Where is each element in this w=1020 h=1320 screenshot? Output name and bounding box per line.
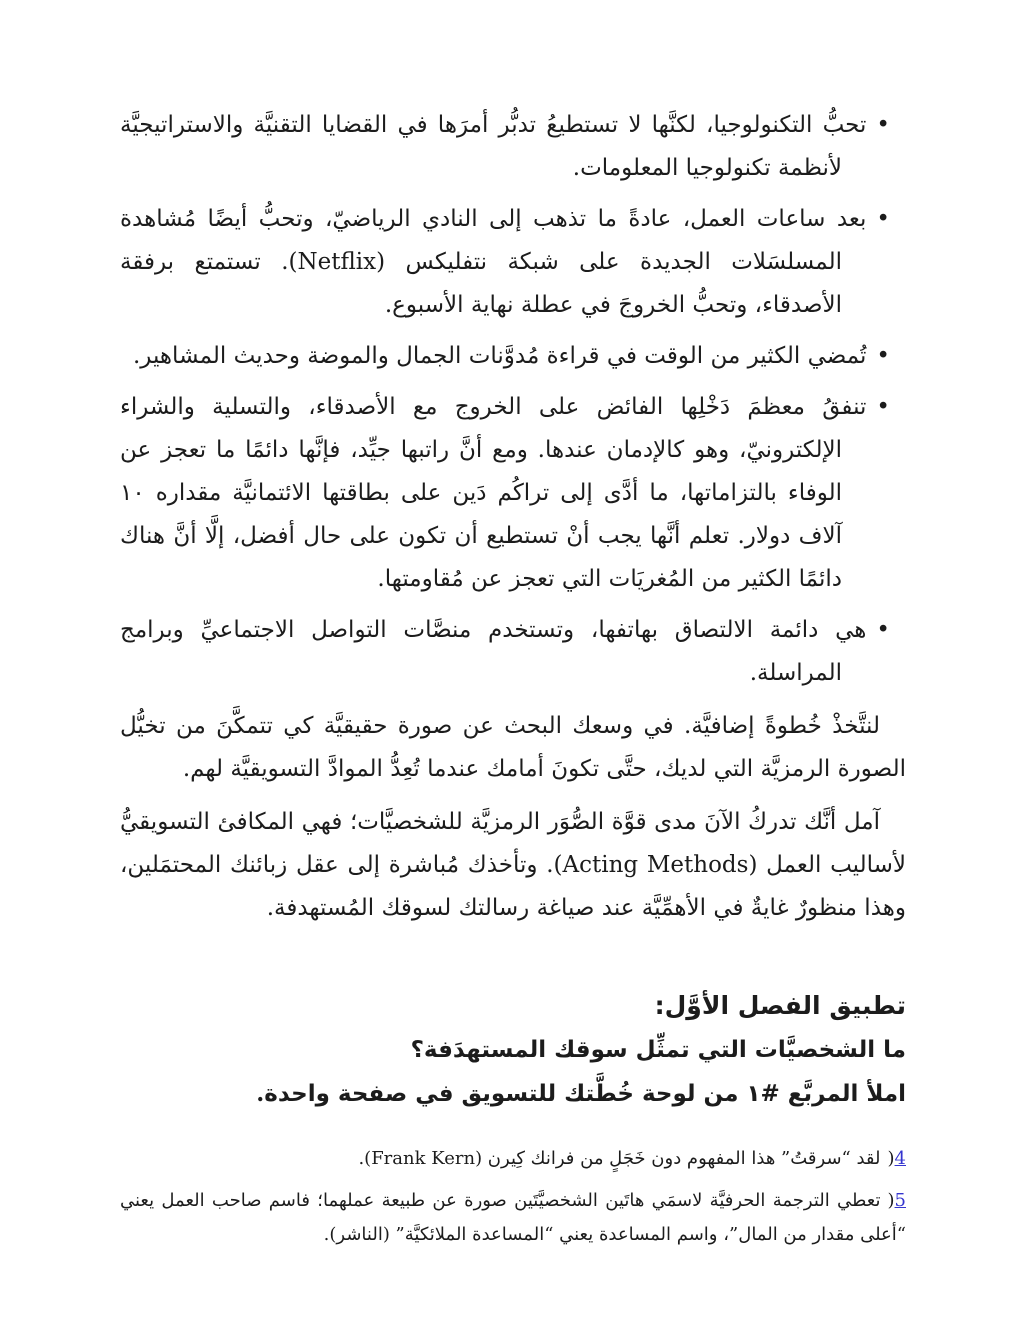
section-instruction: املأ المربَّع #١ من لوحة خُطَّتك للتسويق في صفحة واحدة. bbox=[256, 1080, 906, 1107]
section-heading: تطبيق الفصل الأوَّل: bbox=[654, 991, 906, 1020]
footnote-5 bbox=[120, 1184, 906, 1252]
list-item-after-work: • بعد ساعات العمل، عادةً ما تذهب إلى النادي الرياضيّ، وتحبُّ أيضًا مُشاهدة المسلسَلات الجديدة على شبكة نتفليكس (Netflix). تستمتع برفقة الأصدقاء، وتحبُّ الخروجَ في عطلة نهاية الأسبوع. bbox=[120, 198, 906, 327]
list-item-phone: • هي دائمة الالتصاق بهاتفها، وتستخدم منصَّات التواصل الاجتماعيِّ وبرامج المراسلة. bbox=[120, 609, 906, 695]
footnote-5-text: تعطي الترجمة الحرفيَّة لاسمَي هاتَين الشخصيَّتَين صورة عن طبيعة عملهما؛ فاسم صاحب العمل يعني “أعلى مقدار من المال”، واسم المساعدة يعني “المساعدة الملائكيَّة” (الناشر). bbox=[120, 1190, 906, 1245]
list-item-technology: • تحبُّ التكنولوجيا، لكنَّها لا تستطيعُ تدبُّر أمرَها في القضايا التقنيَّة والاستراتيجيَّة لأنظمة تكنولوجيا المعلومات. bbox=[120, 104, 906, 190]
footnote-5-link[interactable]: 5 bbox=[894, 1190, 906, 1211]
section-question: ما الشخصيَّات التي تمثِّل سوقك المستهدَفة؟ bbox=[410, 1036, 906, 1063]
persona-traits-list bbox=[120, 104, 906, 695]
paragraph-avatar-power: آمل أنَّك تدركُ الآنَ مدى قوَّة الصُّوَر الرمزيَّة للشخصيَّات؛ فهي المكافئ التسويقيُّ لأساليب العمل (Acting Methods). وتأخذك مُباشرة إلى عقل زبائنك المحتمَلين، وهذا منظورٌ غايةٌ في الأهمِّيَّة عند صياغة رسالتك لسوقك المُستهدفة. bbox=[120, 809, 907, 921]
footnote-4-text: لقد “سرقتُ” هذا المفهوم دون خَجَلٍ من فرانك كِيرن (Frank Kern). bbox=[358, 1148, 881, 1169]
footnotes-block bbox=[120, 1142, 906, 1252]
paragraph-extra-step: لنتَّخذْ خُطوةً إضافيَّة. في وسعك البحث عن صورة حقيقيَّة كي تتمكَّنَ من تخيُّل الصورة الرمزيَّة التي لديك، حتَّى تكونَ أمامك عندما تُعِدُّ الموادَّ التسويقيَّة لهم. bbox=[120, 713, 906, 782]
list-item-spending: • تنفقُ معظمَ دَخْلِها الفائض على الخروج مع الأصدقاء، والتسلية والشراء الإلكترونيّ، وهو كالإدمان عندها. ومع أنَّ راتبها جيِّد، فإنَّها دائمًا ما تعجز عن الوفاء بالتزاماتها، ما أدَّى إلى تراكُم دَين على بطاقتها الائتمانيَّة مقداره ١٠ آلاف دولار. تعلم أنَّها يجب أنْ تستطيع أن تكون على حال أفضل، إلَّا أنَّ هناك دائمًا الكثير من المُغريَات التي تعجز عن مُقاومتها. bbox=[120, 386, 906, 601]
chapter-application-section bbox=[120, 984, 906, 1116]
footnote-5-paren: ) bbox=[887, 1190, 895, 1211]
list-item-blogs: • تُمضي الكثير من الوقت في قراءة مُدوَّنات الجمال والموضة وحديث المشاهير. bbox=[120, 335, 906, 378]
footnote-4-paren: ) bbox=[887, 1148, 895, 1169]
footnote-4-link[interactable]: 4 bbox=[894, 1148, 906, 1169]
footnote-4 bbox=[120, 1142, 906, 1176]
